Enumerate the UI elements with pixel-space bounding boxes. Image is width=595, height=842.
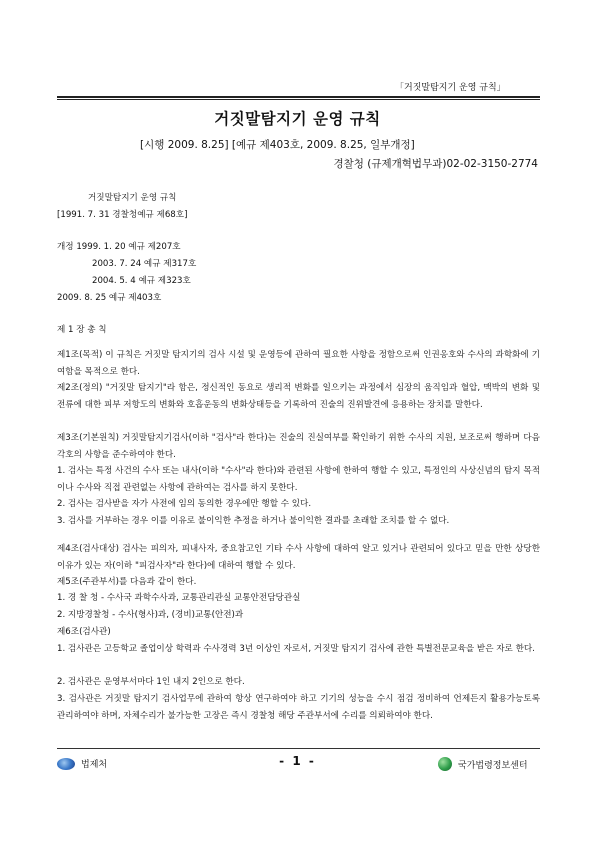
article-5-item-2: 2. 지방경찰청 - 수사(형사)과, (경비)교통(안전)과 — [57, 610, 244, 620]
footer-left-label: 법제처 — [81, 760, 108, 770]
article-3: 제3조(기본원칙) 거짓말탐지기검사(이하 "검사"라 한다)는 진술의 진실여부를 확인하기 위한 수사의 지원, 보조로써 행하며 다음 각호의 사항을 준수하여야 한다. — [57, 433, 540, 460]
article-6-item-1: 1. 검사관은 고등학교 졸업이상 학력과 수사경력 3년 이상인 자로서, 거짓말 탐지기 검사에 관한 특별전문교육을 받은 자로 한다. — [57, 644, 535, 654]
header-rule — [57, 96, 540, 100]
article-5: 제5조(주관부서)를 다음과 같이 한다. — [57, 577, 197, 587]
footer-right-label: 국가법령정보센터 — [458, 760, 528, 771]
article-1: 제1조(목적) 이 규칙은 거짓말 탐지기의 검사 시설 및 운영등에 관하여 필요한 사항을 정함으로써 인권옹호와 수사의 과학화에 기여함을 목적으로 한다. — [57, 350, 540, 377]
article-5-item-1: 1. 경 찰 청 - 수사국 과학수사과, 교통관리관실 교통안전담당관실 — [57, 593, 301, 603]
footer-right — [438, 757, 528, 771]
footer-rule — [57, 748, 540, 749]
chapter-heading: 제 1 장 총 칙 — [57, 325, 107, 335]
article-4: 제4조(검사대상) 검사는 피의자, 피내사자, 중요참고인 기타 수사 사항에 대하여 알고 있거나 관련되어 있다고 믿을 만한 상당한 이유가 있는 자(이하 "피검사자"라 한다)에 대하여 행할 수 있다. — [57, 544, 540, 571]
law-center-logo-icon — [438, 757, 452, 771]
effective-info: [시행 2009. 8.25] [예규 제403호, 2009. 8.25, 일부개정] — [140, 139, 415, 151]
article-2: 제2조(정의) "거짓말 탐지기"라 함은, 정신적인 동요로 생리적 변화를 일으키는 과정에서 심장의 움직임과 혈압, 맥박의 변화 및 전류에 대한 피부 저항도의 변화와 호흡운동의 변화상태등을 기록하여 진술의 진위발견에 응용하는 장치를 말한다. — [57, 383, 540, 410]
history-origin: [1991. 7. 31 경찰청예규 제68호] — [57, 210, 188, 220]
page-title: 거짓말탐지기 운영 규칙 — [214, 110, 381, 128]
article-3-item-1: 1. 검사는 특정 사건의 수사 또는 내사(이하 "수사"라 한다)와 관련된 사항에 한하여 행할 수 있고, 특정인의 사상신념의 탐지 목적이나 수사와 직접 관련없는 사항에 관하여는 검사를 하지 못한다. — [57, 466, 540, 493]
agency-info: 경찰청 (규제개혁법무과)02-02-3150-2774 — [333, 158, 538, 170]
amend-line: 2004. 5. 4 예규 제323호 — [92, 276, 191, 286]
amend-line: 2009. 8. 25 예규 제403호 — [57, 293, 162, 303]
amend-line: 개정 1999. 1. 20 예규 제207호 — [57, 242, 181, 252]
article-6: 제6조(검사관) — [57, 627, 111, 637]
header-tag: 「거짓말탐지기 운영 규칙」 — [395, 83, 506, 93]
amend-line: 2003. 7. 24 예규 제317호 — [92, 259, 197, 269]
article-3-item-2: 2. 검사는 검사받을 자가 사전에 임의 동의한 경우에만 행할 수 있다. — [57, 499, 312, 509]
article-3-item-3: 3. 검사를 거부하는 경우 이를 이유로 불이익한 추정을 하거나 불이익한 결과를 초래할 조치를 할 수 없다. — [57, 516, 450, 526]
article-6-item-3: 3. 검사관은 거짓말 탐지기 검사업무에 관하여 항상 연구하여야 하고 기기의 성능을 수시 점검 정비하여 언제든지 활용가능토록 관리하여야 하며, 자체수리가 불가능한 고장은 즉시 경찰청 해당 주관부서에 수리를 의뢰하여야 한다. — [57, 694, 540, 721]
page-number: - 1 - — [279, 754, 316, 768]
history-name: 거짓말탐지기 운영 규칙 — [88, 193, 177, 203]
article-6-item-2: 2. 검사관은 운영부서마다 1인 내지 2인으로 한다. — [57, 677, 245, 687]
